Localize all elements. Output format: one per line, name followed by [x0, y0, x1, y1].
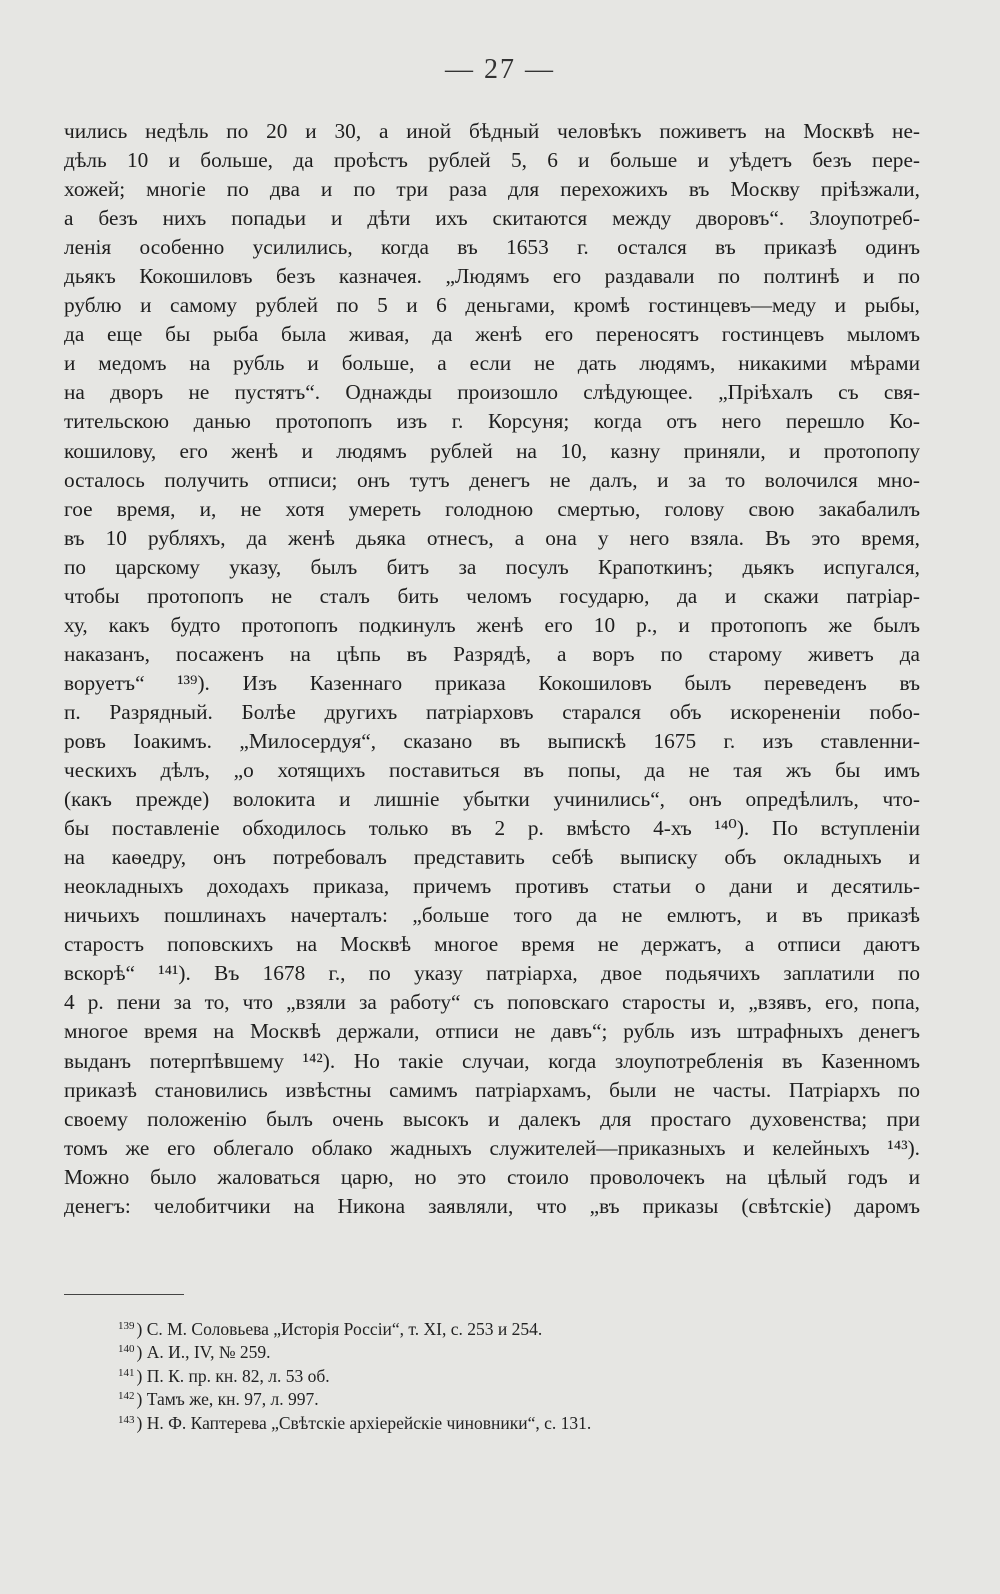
footnote-text: ) Тамъ же, кн. 97, л. 997.: [136, 1389, 319, 1410]
text-line: вскорѣ“ ¹⁴¹). Въ 1678 г., по указу патрiарха, двое подьячихъ заплатили по: [64, 961, 920, 986]
text-line: п. Разрядный. Болѣе другихъ патрiарховъ старался объ искорененiи побо-: [64, 699, 920, 724]
text-line: тительскою данью протопопъ изъ г. Корсуня; когда отъ него перешло Ко-: [64, 409, 920, 434]
footnote-text: ) Н. Ф. Каптерева „Свѣтскiе архiерейскiе чиновники“, с. 131.: [136, 1412, 592, 1433]
text-line: а безъ нихъ попадьи и дѣти ихъ скитаются между дворовъ“. Злоупотреб-: [64, 206, 920, 231]
footnote-number: 139: [118, 1320, 135, 1332]
text-line: рублю и самому рублей по 5 и 6 деньгами, кромѣ гостинцевъ—меду и рыбы,: [64, 293, 920, 318]
text-line: по царскому указу, былъ битъ за посулъ Крапоткинъ; дьякъ испугался,: [64, 554, 920, 579]
footnote-text: ) С. М. Соловьева „Исторiя Россiи“, т. XI, с. 253 и 254.: [136, 1319, 543, 1339]
footnote-text: ) П. К. пр. кн. 82, л. 53 об.: [136, 1365, 330, 1386]
text-line: кошилову, его женѣ и людямъ рублей на 10, казну приняли, и протопопу: [64, 438, 920, 463]
text-line: на дворъ не пустятъ“. Однажды произошло слѣдующее. „Прiѣхалъ съ свя-: [64, 380, 920, 405]
footnotes: [118, 1315, 818, 1432]
text-line: дѣль 10 и больше, да проѣстъ рублей 5, 6 и больше и уѣдетъ безъ пере-: [64, 148, 920, 173]
text-line: денегъ: челобитчики на Никона заявляли, что „въ приказы (свѣтскiе) даромъ: [64, 1193, 920, 1218]
text-line: (какъ прежде) волокита и лишнiе убытки учинились“, онъ опредѣлилъ, что-: [64, 787, 920, 812]
text-line: на каѳедру, онъ потребовалъ представить себѣ выписку объ окладныхъ и: [64, 845, 920, 870]
text-line: да еще бы рыба была живая, да женѣ его переносятъ гостинцевъ мыломъ: [64, 322, 920, 347]
text-line: и медомъ на рубль и больше, а если не дать людямъ, никакими мѣрами: [64, 351, 920, 376]
text-line: 4 р. пени за то, что „взяли за работу“ съ поповскаго старосты и, „взявъ, его, попа,: [64, 990, 920, 1015]
text-line: ческихъ дѣлъ, „о хотящихъ поставиться въ попы, да не тая жъ бы имъ: [64, 758, 920, 783]
body-text: [64, 117, 920, 1221]
page-number: — 27 —: [445, 54, 555, 85]
footnote-divider: [64, 1294, 184, 1295]
text-line: воруетъ“ ¹³⁹). Изъ Казеннаго приказа Кокошиловъ былъ переведенъ въ: [64, 670, 920, 695]
footnote: [118, 1338, 818, 1361]
text-line: старостъ поповскихъ на Москвѣ многое время не держатъ, а отписи даютъ: [64, 932, 920, 957]
text-line: дьякъ Кокошиловъ безъ казначея. „Людямъ его раздавали по полтинѣ и по: [64, 264, 920, 289]
text-line: ху, какъ будто протопопъ подкинулъ женѣ его 10 р., и протопопъ же былъ: [64, 612, 920, 637]
footnote-number: 140: [118, 1343, 135, 1356]
text-line: томъ же его облегало облако жадныхъ служителей—приказныхъ и келейныхъ ¹⁴³).: [64, 1135, 920, 1160]
footnote-number: 143: [118, 1413, 135, 1426]
text-line: ровъ Iоакимъ. „Милосердуя“, сказано въ выпискѣ 1675 г. изъ ставленни-: [64, 728, 920, 753]
text-line: своему положенiю былъ очень высокъ и далекъ для простаго духовенства; при: [64, 1106, 920, 1131]
text-line: неокладныхъ доходахъ приказа, причемъ противъ статьи о дани и десятиль-: [64, 874, 920, 899]
text-line: осталось получить отписи; онъ тутъ денегъ не далъ, и за то волочился мно-: [64, 467, 920, 492]
footnote: [118, 1409, 818, 1432]
text-line: чились недѣль по 20 и 30, а иной бѣдный человѣкъ поживетъ на Москвѣ не-: [64, 119, 920, 143]
text-line: приказѣ становились извѣстны самимъ патрiархамъ, были не часты. Патрiархъ по: [64, 1077, 920, 1102]
footnote-text: ) А. И., IV, № 259.: [136, 1342, 271, 1363]
text-line: гое время, и, не хотя умереть голодною смертью, голову свою закабалилъ: [64, 496, 920, 521]
text-line: хожей; многiе по два и по три раза для перехожихъ въ Москву прiѣзжали,: [64, 177, 920, 202]
footnote: [118, 1362, 818, 1385]
text-line: ничьихъ пошлинахъ начерталъ: „больше того да не емлютъ, и въ приказѣ: [64, 903, 920, 928]
footnote-number: 142: [118, 1390, 135, 1403]
text-line: Можно было жаловаться царю, но это стоило проволочекъ на цѣлый годъ и: [64, 1164, 920, 1189]
text-line: выданъ потерпѣвшему ¹⁴²). Но такiе случаи, когда злоупотребленiя въ Казенномъ: [64, 1048, 920, 1073]
footnote: [118, 1315, 818, 1338]
text-line: наказанъ, посаженъ на цѣпь въ Разрядѣ, а воръ по старому живетъ да: [64, 641, 920, 666]
text-line: въ 10 рубляхъ, да женѣ дьяка отнесъ, а она у него взяла. Въ это время,: [64, 525, 920, 550]
text-line: бы поставленiе обходилось только въ 2 р. вмѣсто 4-хъ ¹⁴⁰). По вступленiи: [64, 816, 920, 841]
text-line: чтобы протопопъ не сталъ бить челомъ государю, да и скажи патрiар-: [64, 583, 920, 608]
footnote: [118, 1385, 818, 1408]
text-line: многое время на Москвѣ держали, отписи не давъ“; рубль изъ штрафныхъ денегъ: [64, 1019, 920, 1044]
text-line: ленiя особенно усилились, когда въ 1653 г. остался въ приказѣ одинъ: [64, 235, 920, 260]
footnote-number: 141: [118, 1366, 135, 1379]
